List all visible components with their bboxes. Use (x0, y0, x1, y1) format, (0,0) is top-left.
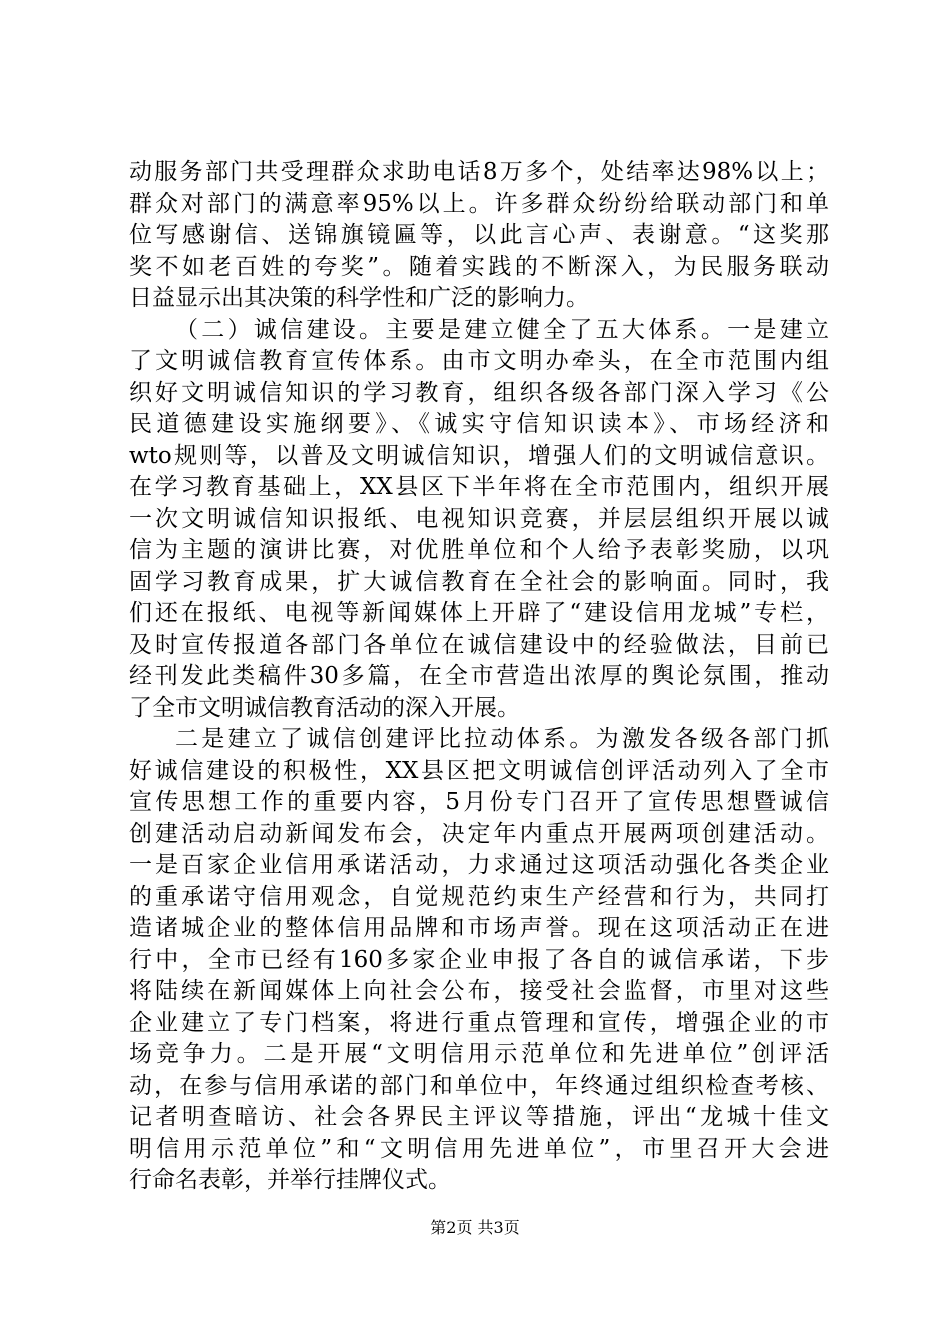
text-line: 场竞争力。二是开展“文明信用示范单位和先进单位”创评活 (129, 1041, 829, 1067)
text-line: 动服务部门共受理群众求助电话8万多个，处结率达98%以上； (129, 159, 829, 185)
text-line: 明信用示范单位”和“文明信用先进单位”，市里召开大会进 (129, 1135, 829, 1162)
text-line: 群众对部门的满意率95%以上。许多群众纷纷给联动部门和单 (129, 190, 829, 217)
page-number-footer: 第2页 共3页 (430, 1218, 520, 1237)
text-line: 了全市文明诚信教育活动的深入开展。 (129, 694, 520, 721)
text-line: 记者明查暗访、社会各界民主评议等措施，评出“龙城十佳文 (129, 1104, 829, 1130)
text-line: 造诸城企业的整体信用品牌和市场声誉。现在这项活动正在进 (129, 915, 829, 941)
text-line: 动，在参与信用承诺的部门和单位中，年终通过组织检查考核、 (129, 1072, 829, 1099)
text-line: 位写感谢信、送锦旗镜匾等，以此言心声、表谢意。“这奖那 (129, 222, 829, 248)
text-line: 行命名表彰，并举行挂牌仪式。 (129, 1167, 451, 1193)
text-line: 信为主题的演讲比赛，对优胜单位和个人给予表彰奖励，以巩 (129, 537, 829, 563)
text-line: 奖不如老百姓的夸奖”。随着实践的不断深入，为民服务联动 (129, 253, 829, 280)
text-line: 行中，全市已经有160多家企业申报了各自的诚信承诺，下步 (129, 946, 829, 973)
text-line: 宣传思想工作的重要内容，5月份专门召开了宣传思想暨诚信 (129, 789, 829, 815)
text-line: 了文明诚信教育宣传体系。由市文明办牵头，在全市范围内组 (129, 348, 829, 374)
text-line: 将陆续在新闻媒体上向社会公布，接受社会监督，市里对这些 (129, 978, 829, 1004)
text-line: 织好文明诚信知识的学习教育，组织各级各部门深入学习《公 (129, 379, 829, 406)
text-line: 的重承诺守信用观念，自觉规范约束生产经营和行为，共同打 (129, 883, 829, 910)
text-line: 在学习教育基础上，XX县区下半年将在全市范围内，组织开展 (129, 474, 829, 500)
text-line: wto规则等，以普及文明诚信知识，增强人们的文明诚信意识。 (129, 442, 829, 469)
document-body (129, 157, 829, 1197)
text-line: 企业建立了专门档案，将进行重点管理和宣传，增强企业的市 (129, 1009, 829, 1036)
text-line: 们还在报纸、电视等新闻媒体上开辟了“建设信用龙城”专栏， (129, 600, 829, 626)
text-line: 民道德建设实施纲要》、《诚实守信知识读本》、市场经济和 (129, 411, 829, 437)
paragraph-start-line: 二是建立了诚信创建评比拉动体系。为激发各级各部门抓 (175, 726, 829, 752)
text-line: 及时宣传报道各部门各单位在诚信建设中的经验做法，目前已 (129, 631, 829, 658)
text-line: 创建活动启动新闻发布会，决定年内重点开展两项创建活动。 (129, 820, 829, 847)
text-line: 一是百家企业信用承诺活动，力求通过这项活动强化各类企业 (129, 852, 829, 878)
text-line: 好诚信建设的积极性，XX县区把文明诚信创评活动列入了全市 (129, 757, 829, 784)
text-line: 固学习教育成果，扩大诚信教育在全社会的影响面。同时，我 (129, 568, 829, 595)
text-line: 经刊发此类稿件30多篇，在全市营造出浓厚的舆论氛围，推动 (129, 663, 829, 689)
text-line: 日益显示出其决策的科学性和广泛的影响力。 (129, 285, 589, 311)
text-line: 一次文明诚信知识报纸、电视知识竞赛，并层层组织开展以诚 (129, 505, 829, 532)
paragraph-start-line: （二）诚信建设。主要是建立健全了五大体系。一是建立 (175, 316, 829, 343)
